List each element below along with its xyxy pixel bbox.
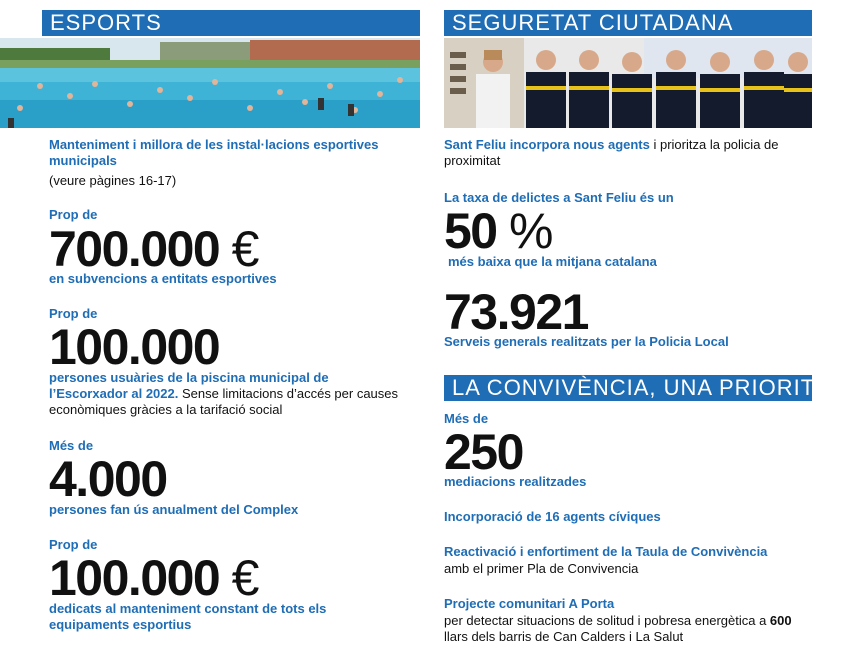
convivencia-banner: LA CONVIVÈNCIA, UNA PRIORITAT (444, 375, 812, 401)
percent-unit: % (509, 203, 554, 259)
convivencia-stat1-prefix: Més de (444, 411, 489, 426)
esports-stat3-caption: persones fan ús anualment del Complex (49, 502, 299, 517)
police-officers-photo (444, 38, 812, 128)
esports-stat2-value: 100.000 (49, 319, 220, 375)
convivencia-item2-text: amb el primer Pla de Convivencia (444, 561, 639, 576)
euro-unit: € (231, 550, 260, 606)
convivencia-item3-text-b: llars dels barris de Can Calders i La Salut (444, 629, 684, 644)
esports-stat3-prefix: Més de (49, 438, 94, 453)
esports-stat2-caption-rest: Sense limitacions d’accés per causes econòmiques gràcies a la tarifació social (49, 386, 399, 417)
esports-stat2-caption (49, 370, 399, 418)
seguretat-stat1-prefix: La taxa de delictes a Sant Feliu és un (444, 190, 674, 205)
convivencia-item2-title: Reactivació i enfortiment de la Taula de Convivència (444, 544, 768, 559)
esports-stat1-value-row (49, 221, 260, 277)
seguretat-item1-bold: Sant Feliu incorpora nous agents (444, 137, 650, 152)
convivencia-stat1-value: 250 (444, 424, 523, 480)
seguretat-stat1-caption: més baixa que la mitjana catalana (448, 254, 657, 269)
esports-stat4-prefix: Prop de (49, 537, 98, 552)
convivencia-item3-text-a: per detectar situacions de solitud i pobresa energètica a (444, 613, 770, 628)
convivencia-item3-number: 600 (769, 613, 792, 628)
seguretat-item1-rest: i prioritza la policia de proximitat (444, 137, 779, 168)
esports-item1-title: Manteniment i millora de les instal·lacions esportives municipals (49, 137, 379, 168)
convivencia-item3-title: Projecte comunitari A Porta (444, 596, 615, 611)
seguretat-stat2-value: 73.921 (444, 284, 588, 340)
esports-stat1-value: 700.000 (49, 221, 220, 277)
esports-stat4-value: 100.000 (49, 550, 220, 606)
convivencia-item1: Incorporació de 16 agents cíviques (444, 509, 661, 524)
seguretat-stat1-value: 50 (444, 203, 497, 259)
esports-stat3-value: 4.000 (49, 451, 167, 507)
esports-stat2-prefix: Prop de (49, 306, 98, 321)
esports-stat2-caption-bold: persones usuàries de la piscina municipal de l’Escorxador al 2022. (49, 370, 329, 401)
esports-item1-note: (veure pàgines 16-17) (49, 173, 177, 188)
seguretat-stat1-value-row (444, 203, 554, 259)
euro-unit: € (231, 221, 260, 277)
convivencia-stat1-caption: mediacions realitzades (444, 474, 587, 489)
convivencia-item3-text (444, 613, 816, 645)
esports-stat1-prefix: Prop de (49, 207, 98, 222)
seguretat-stat2-caption: Serveis generals realitzats per la Policia Local (444, 334, 729, 349)
seguretat-item1 (444, 137, 824, 169)
esports-stat1-caption: en subvencions a entitats esportives (49, 271, 277, 286)
esports-banner: ESPORTS (42, 10, 420, 36)
esports-stat4-value-row (49, 550, 260, 606)
swimming-pool-photo (0, 38, 420, 128)
esports-stat4-caption: dedicats al manteniment constant de tots els equipaments esportius (49, 601, 327, 632)
seguretat-banner: SEGURETAT CIUTADANA (444, 10, 812, 36)
